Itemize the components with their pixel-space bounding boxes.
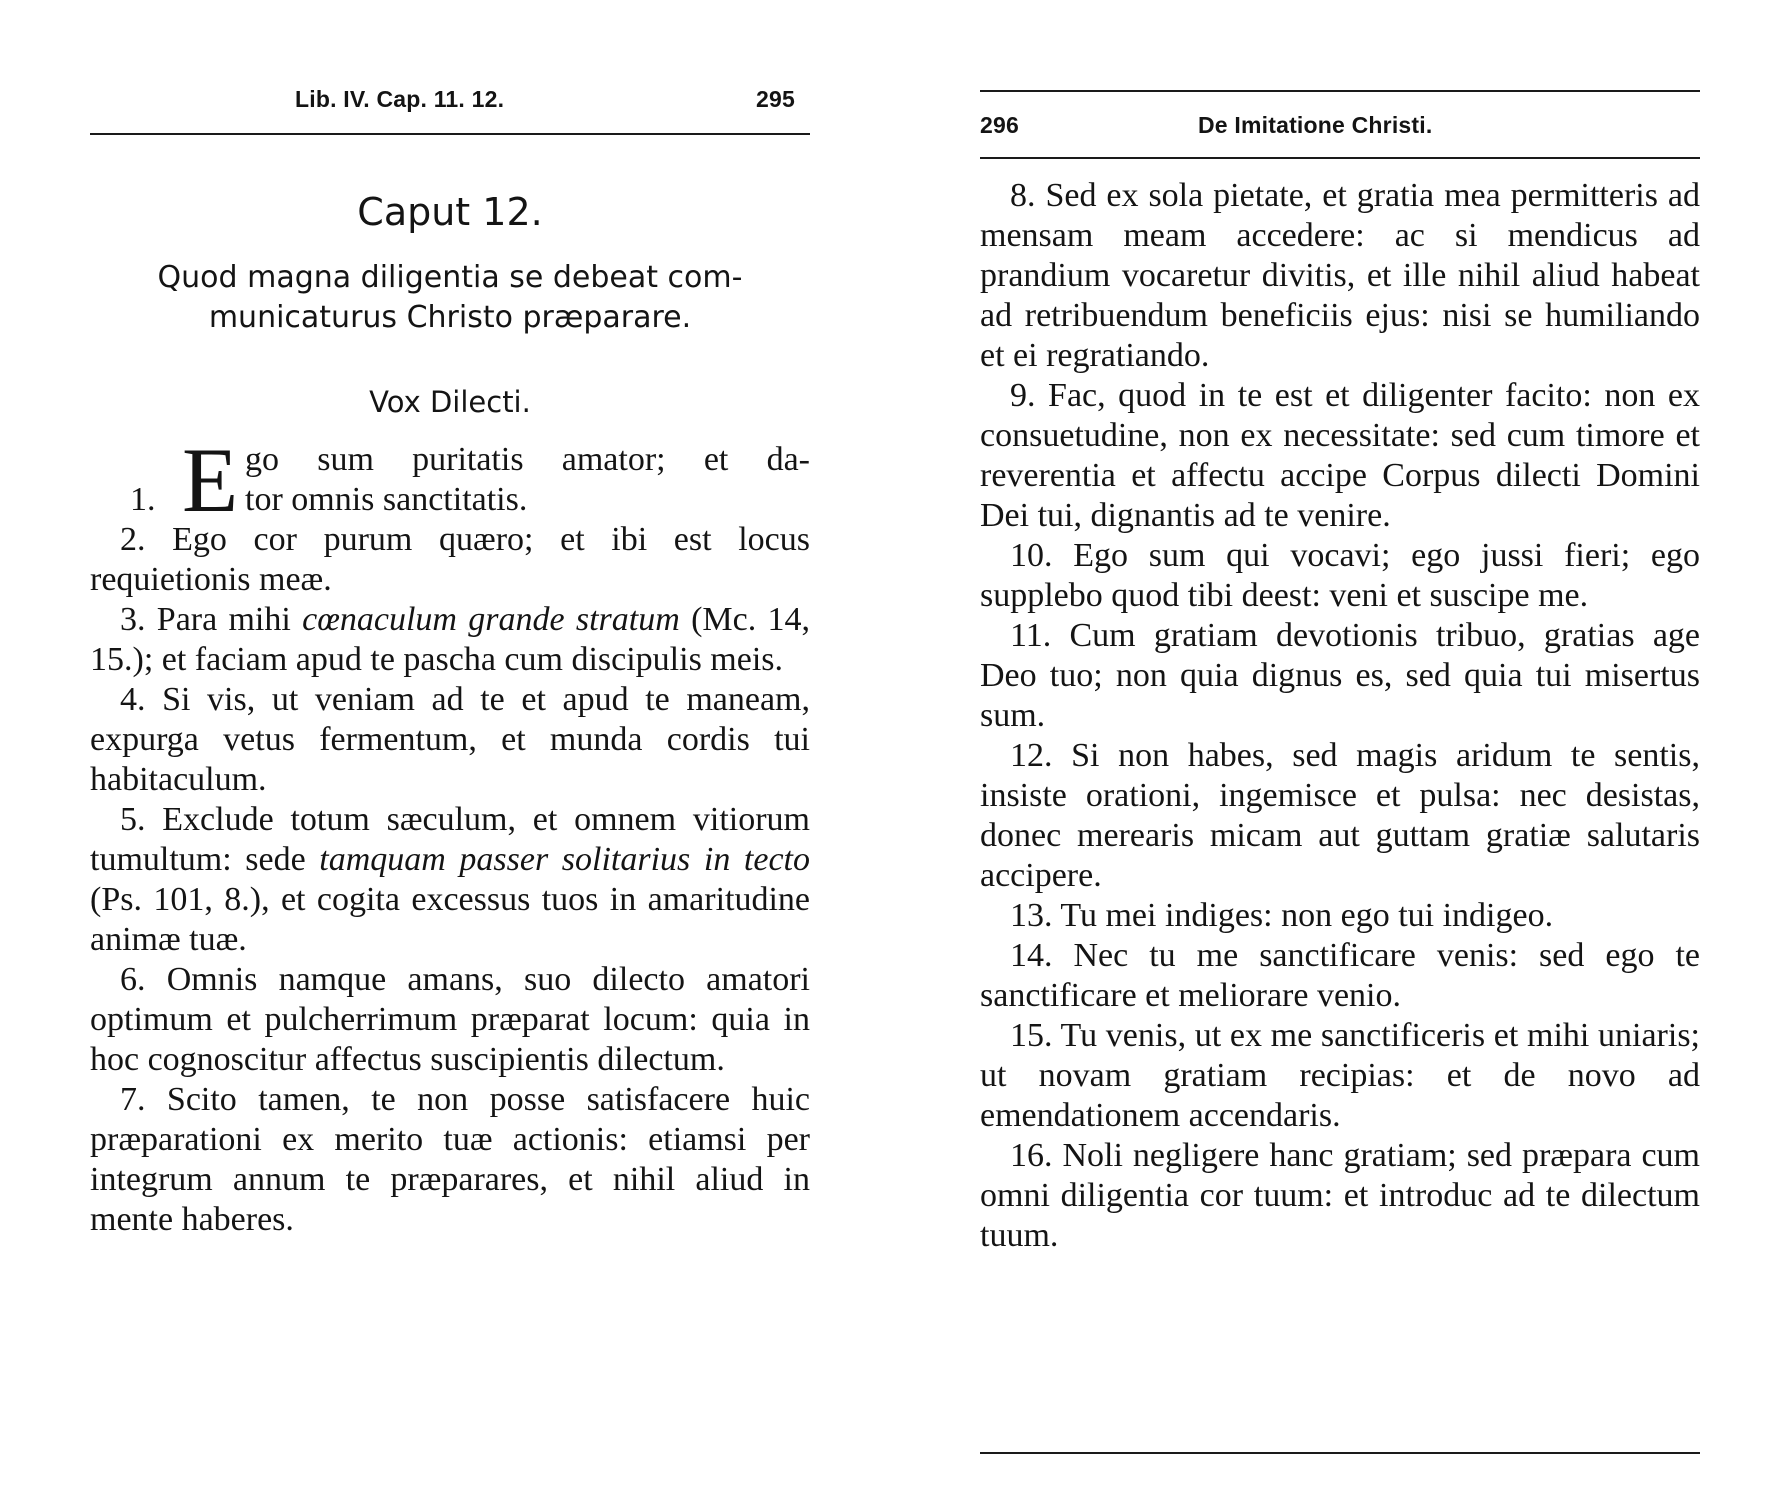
verse-3-text-b: (Mc. 14, 15.); et faciam apud te pascha cum discipulis meis. — [90, 601, 810, 678]
left-page-text — [90, 520, 810, 1240]
verse-1-line-2: tor omnis sanctitatis. — [245, 481, 528, 518]
left-running-title: Lib. IV. Cap. 11. 12. — [295, 86, 505, 112]
verse-1-line-1: go sum puritatis amator; et da- — [245, 441, 810, 478]
verse-3-text-a: 3. Para mihi — [120, 601, 303, 638]
drop-cap: E — [182, 429, 239, 531]
verse-14: 14. Nec tu me sanctificare venis: sed ego te sanctificare et meliorare venio. — [980, 937, 1700, 1014]
right-page-number: 296 — [980, 112, 1019, 138]
verse-5-quote: tamquam passer solitarius in tecto — [319, 841, 810, 878]
right-header-rule — [980, 157, 1700, 159]
verse-2: 2. Ego cor purum quæro; et ibi est locus requietionis meæ. — [90, 521, 810, 598]
verse-4: 4. Si vis, ut veniam ad te et apud te maneam, expurga vetus fermentum, et munda cordis tui habitaculum. — [90, 681, 810, 798]
verse-13: 13. Tu mei indiges: non ego tui indigeo. — [1010, 897, 1554, 934]
right-footer-rule — [980, 1452, 1700, 1454]
verse-8: 8. Sed ex sola pietate, et gratia mea permitteris ad mensam meam accedere: ac si mendicus ad prandium vocaretur divitis, et ille nihil aliud habeat ad retribuendum beneficiis ejus: nisi se humiliando et ei regratiando. — [980, 177, 1700, 374]
verse-16: 16. Noli negligere hanc gratiam; sed præpara cum omni diligentia cor tuum: et introduc ad te dilectum tuum. — [980, 1137, 1700, 1254]
verse-7: 7. Scito tamen, te non posse satisfacere huic præparationi ex merito tuæ actionis: etiamsi per integrum annum te præparares, et nihil aliud in mente haberes. — [90, 1081, 810, 1238]
chapter-subtitle — [90, 258, 810, 338]
verse-11: 11. Cum gratiam devotionis tribuo, gratias age Deo tuo; non quia dignus es, sed quia tui misertus sum. — [980, 617, 1700, 734]
right-page-text — [980, 176, 1700, 1256]
chapter-title: Caput 12. — [357, 190, 543, 234]
left-page-number: 295 — [756, 86, 795, 112]
verse-9: 9. Fac, quod in te est et diligenter facito: non ex consuetudine, non ex necessitate: sed cum timore et reverentia et affectu accipe Corpus dilecti Domini Dei tui, dignantis ad te venire. — [980, 377, 1700, 534]
right-top-rule — [980, 90, 1700, 92]
verse-10: 10. Ego sum qui vocavi; ego jussi fieri; ego supplebo quod tibi deest: veni et suscipe me. — [980, 537, 1700, 614]
verse-5-text-b: (Ps. 101, 8.), et cogita excessus tuos in amaritudine animæ tuæ. — [90, 881, 810, 958]
speaker-heading: Vox Dilecti. — [369, 385, 531, 419]
subtitle-line-2: municaturus Christo præparare. — [208, 300, 692, 335]
verse-15: 15. Tu venis, ut ex me sanctificeris et mihi uniaris; ut novam gratiam recipias: et de novo ad emendationem accendaris. — [980, 1017, 1700, 1134]
verse-5-text-a: 5. Exclude totum sæculum, et omnem vitiorum tumultum: sede — [90, 801, 810, 878]
verse-5 — [90, 800, 810, 960]
left-header-rule — [90, 133, 810, 135]
right-running-title: De Imitatione Christi. — [1198, 112, 1433, 138]
verse-1-number: 1. — [130, 481, 156, 518]
verse-3 — [90, 600, 810, 680]
subtitle-line-1: Quod magna diligentia se debeat com- — [157, 260, 743, 295]
verse-3-quote: cœnaculum grande stratum — [302, 601, 680, 638]
verse-12: 12. Si non habes, sed magis aridum te sentis, insiste orationi, ingemisce et pulsa: nec desistas, donec merearis micam aut guttam gratiæ salutaris accipere. — [980, 737, 1700, 894]
verse-6: 6. Omnis namque amans, suo dilecto amatori optimum et pulcherrimum præparat locum: quia in hoc cognoscitur affectus suscipientis dilectum. — [90, 961, 810, 1078]
